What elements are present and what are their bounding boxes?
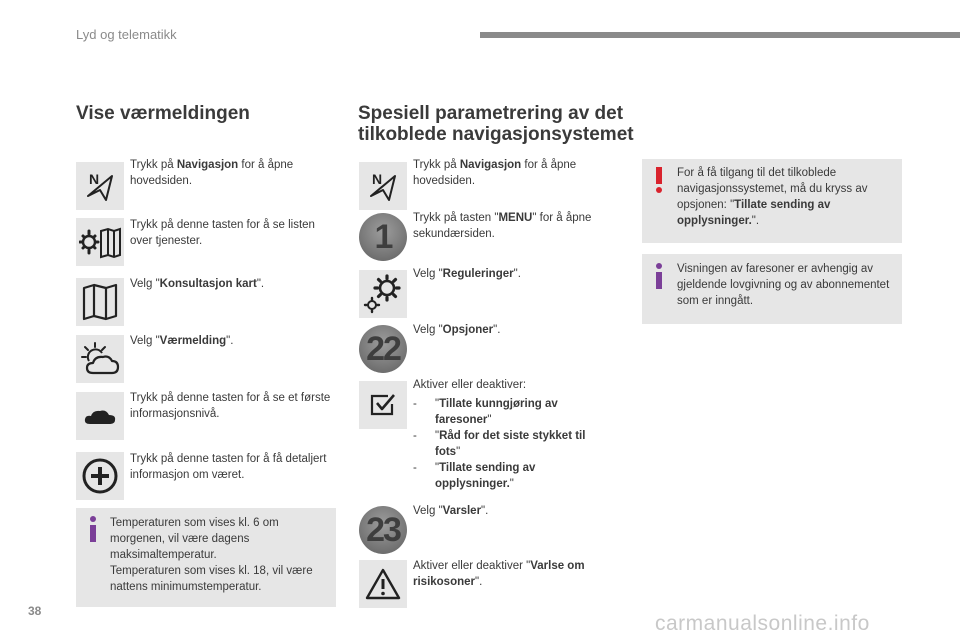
services-button[interactable] [76, 218, 124, 266]
left-heading: Vise værmeldingen [76, 103, 250, 124]
middle-settings-text: Velg "Reguleringer". [413, 268, 521, 280]
exclamation-icon [654, 167, 664, 193]
checkbox-icon [368, 390, 398, 420]
running-header: Lyd og telematikk [76, 27, 177, 42]
header-bar [480, 32, 960, 38]
weather-sun-cloud-icon [79, 339, 121, 379]
middle-nav-text: Trykk på Navigasjon for å åpne hovedsiden. [413, 159, 577, 187]
settings-button[interactable] [359, 270, 407, 318]
toggle-checkbox-button[interactable] [359, 381, 407, 429]
middle-menu-text: Trykk på tasten "MENU" for å åpne sekundærsiden. [413, 212, 592, 240]
toggle-option-item: - "Tillate sending av opplysninger." [413, 462, 536, 490]
navigation-button-2[interactable] [359, 162, 407, 210]
toggle-options-list [413, 396, 613, 492]
toggle-option-item: - "Råd for det siste stykket til fots" [413, 430, 586, 458]
step-1-badge: 1 [359, 213, 407, 261]
step-23-badge: 23 [359, 506, 407, 554]
watermark: carmanualsonline.info [655, 612, 870, 635]
info-icon [88, 516, 98, 542]
middle-options-text: Velg "Opsjoner". [413, 324, 501, 336]
left-item-1-text: Trykk på denne tasten for å se listen over tjenester. [130, 219, 315, 247]
right-warning-note-text: For å få tilgang til det tilkoblede navigasjonssystemet, må du kryss av opsjonen: "Tillate sending av opplysninger.". [677, 167, 868, 227]
middle-risk-text: Aktiver eller deaktiver "Varlse om risikosoner". [413, 560, 585, 588]
folded-map-icon [80, 282, 120, 322]
settings-gears-icon [363, 274, 403, 314]
map-button[interactable] [76, 278, 124, 326]
left-item-3-text: Velg "Værmelding". [130, 335, 234, 347]
risk-zone-button[interactable] [359, 560, 407, 608]
weather-button[interactable] [76, 335, 124, 383]
weather-info-button[interactable] [76, 392, 124, 440]
navigation-button[interactable] [76, 162, 124, 210]
navigation-north-arrow-icon [80, 166, 120, 206]
info-icon [654, 263, 664, 289]
step-22-badge: 22 [359, 325, 407, 373]
middle-alerts-text: Velg "Varsler". [413, 505, 489, 517]
detail-info-button[interactable] [76, 452, 124, 500]
left-item-5-text: Trykk på denne tasten for å få detaljert informasjon om været. [130, 453, 327, 481]
page-number: 38 [28, 604, 42, 618]
services-gear-map-icon [79, 222, 121, 262]
warning-triangle-icon [365, 567, 401, 601]
toggle-option-item: - "Tillate kunngjøring av faresoner" [413, 398, 558, 426]
left-item-2-text: Velg "Konsultasjon kart". [130, 278, 265, 290]
plus-circle-icon [80, 456, 120, 496]
navigation-north-arrow-icon [363, 166, 403, 206]
cloud-icon [80, 396, 120, 436]
svg-text:N: N [372, 171, 383, 187]
svg-text:N: N [89, 171, 100, 187]
middle-heading: Spesiell parametrering av det tilkoblede navigasjonsystemet [358, 103, 634, 145]
left-item-4-text: Trykk på denne tasten for å se et første informasjonsnivå. [130, 392, 331, 420]
right-info-note-text: Visningen av faresoner er avhengig av gjeldende lovgivning og av abonnementet som er inngått. [677, 263, 890, 307]
middle-toggle-intro: Aktiver eller deaktiver: [413, 379, 527, 391]
left-item-0-text: Trykk på Navigasjon for å åpne hovedsiden. [130, 159, 294, 187]
left-info-note-text: Temperaturen som vises kl. 6 om morgenen, vil være dagens maksimaltemperatur. Temperaturen som vises kl. 18, vil være nattens minimumstemperatur. [110, 517, 313, 593]
